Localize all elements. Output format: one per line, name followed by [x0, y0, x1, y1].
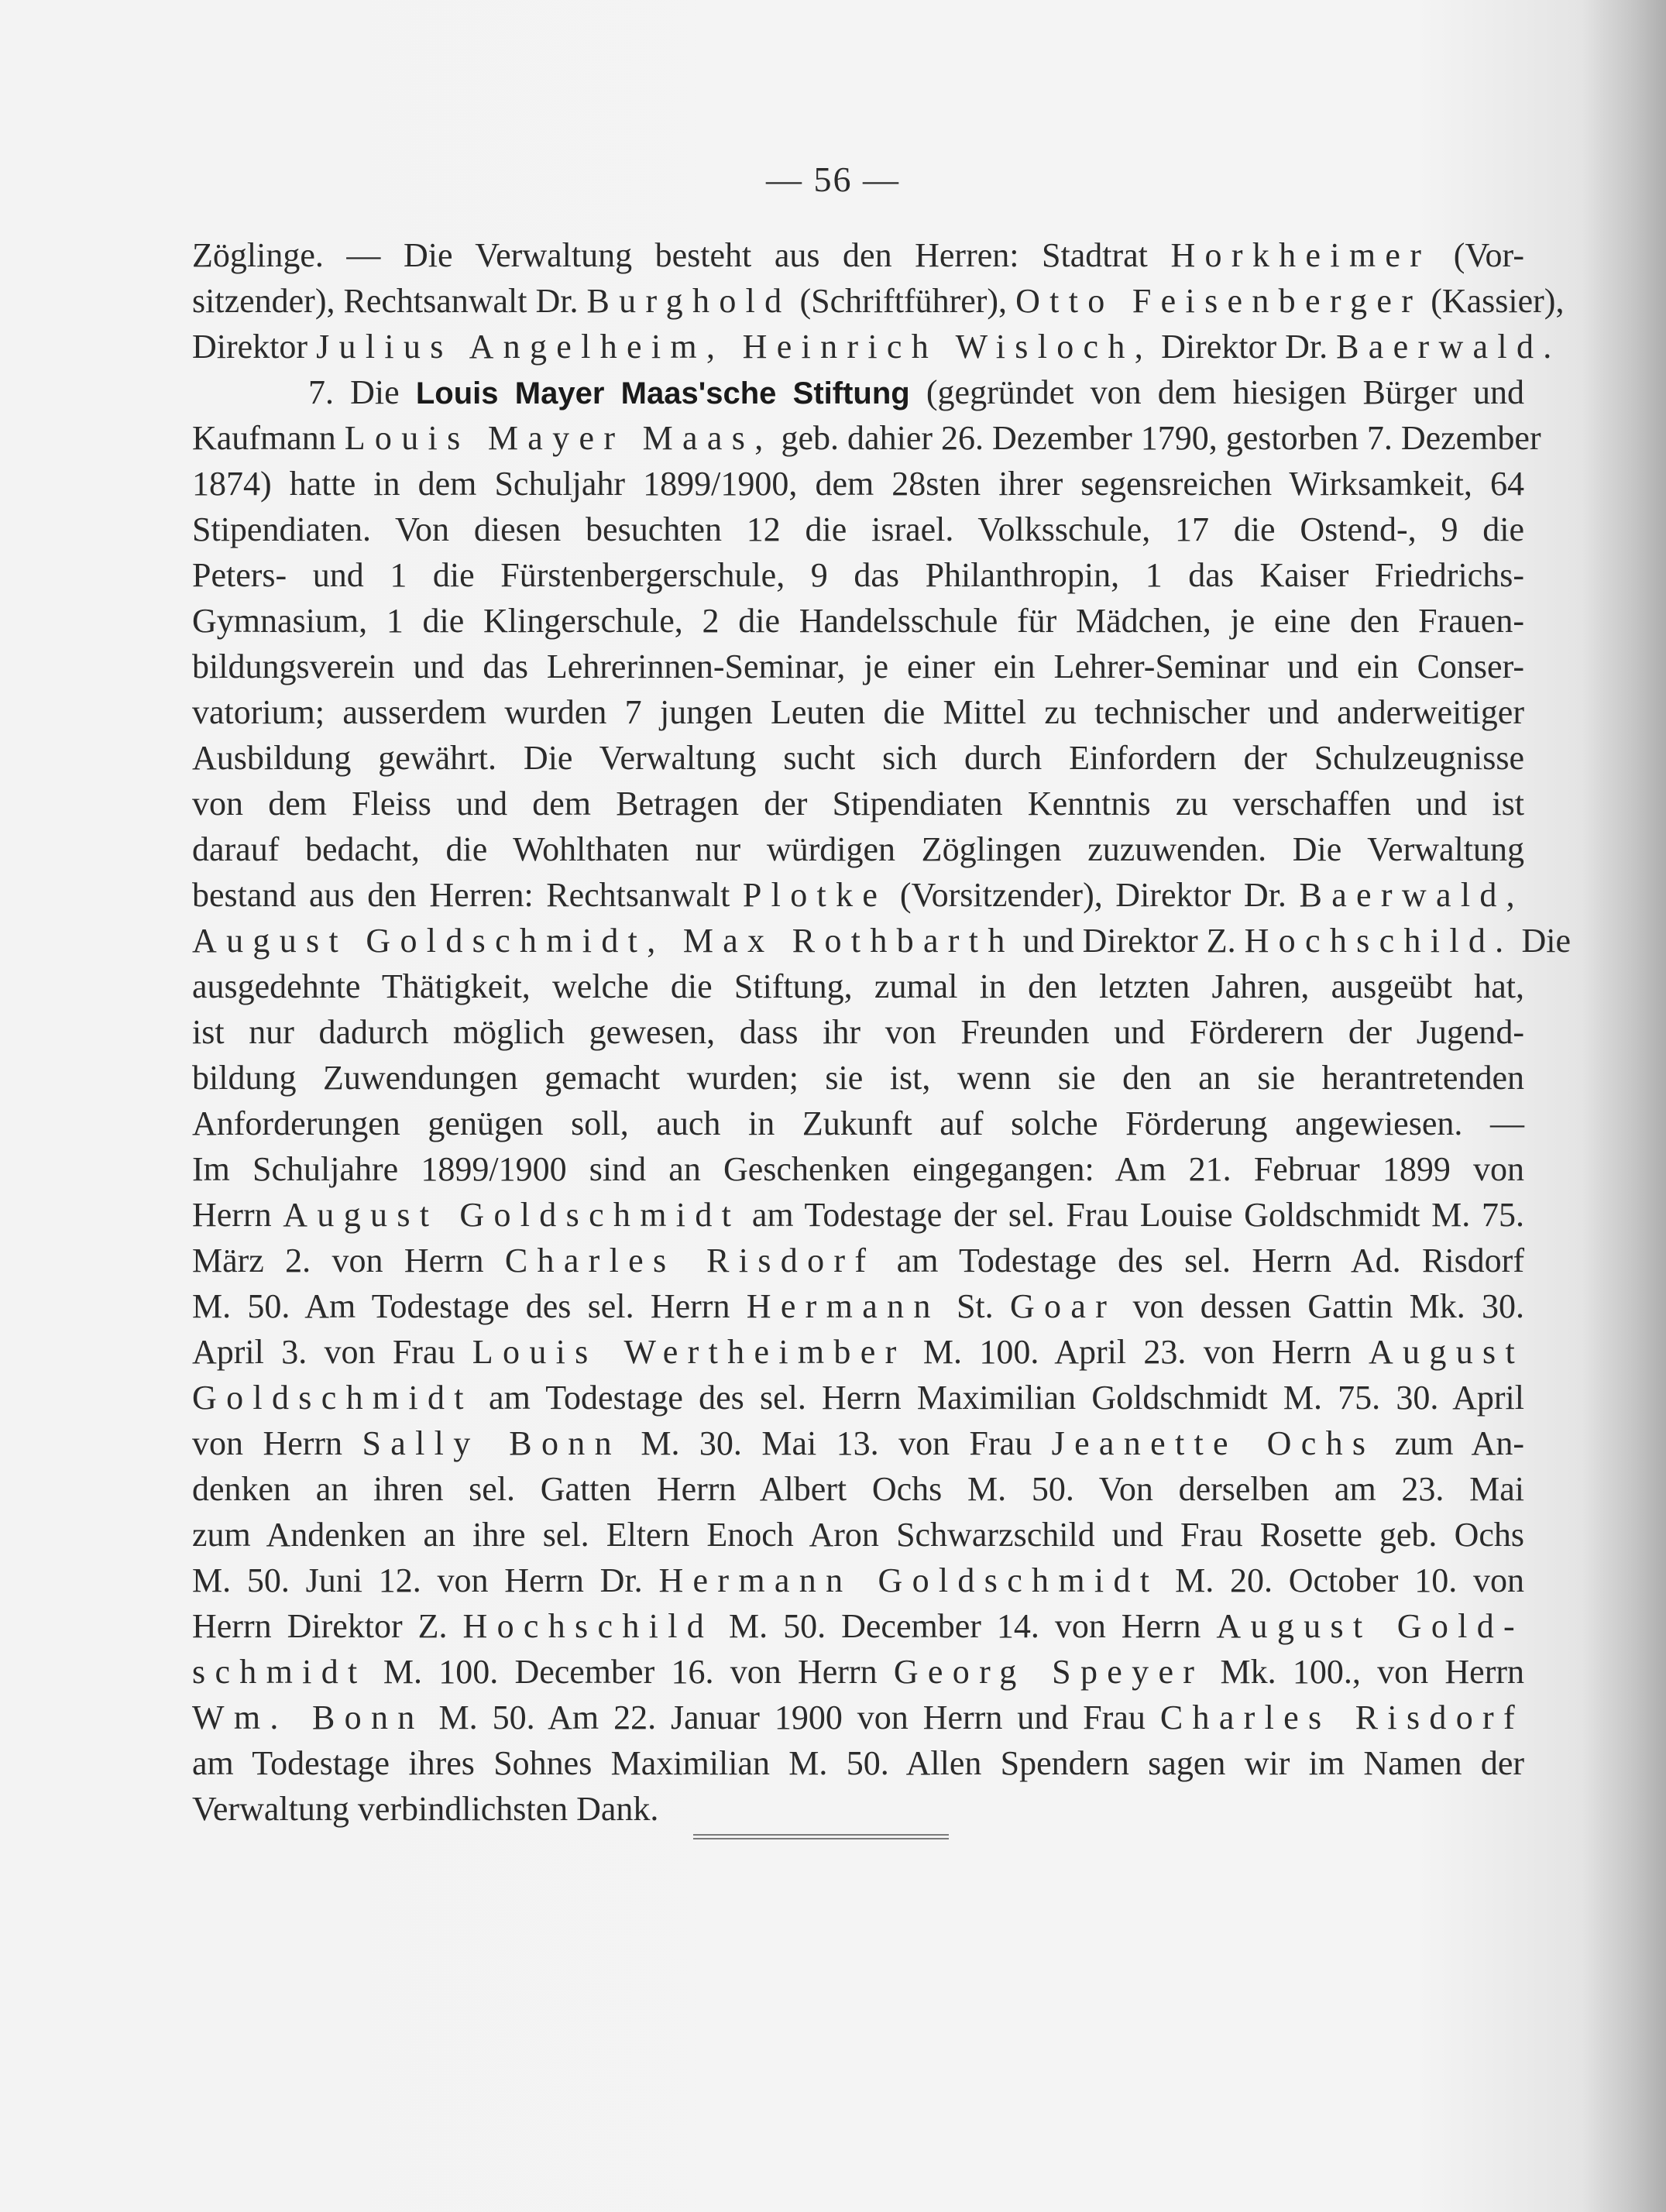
spaced-name: Charles Risdorf: [1159, 1698, 1524, 1736]
text-segment: geb. dahier 26. Dezember 1790, gestorben 7. Dezember: [772, 419, 1541, 457]
text-line: [192, 644, 1524, 689]
spaced-name: Baerwald.: [1336, 328, 1561, 366]
text-line: [192, 1238, 1524, 1283]
text-line: [192, 552, 1524, 598]
text-segment: Zöglinge. — Die Verwaltung besteht aus den Herren: Stadtrat: [192, 236, 1171, 274]
text-line: [192, 1695, 1524, 1740]
text-segment: März 2. von Herrn: [192, 1242, 505, 1279]
text-line: [192, 1375, 1524, 1420]
text-line: [192, 963, 1524, 1009]
text-line: [192, 689, 1524, 735]
text-line: [192, 1192, 1524, 1238]
text-line: [192, 1512, 1524, 1558]
spaced-name: schmidt: [192, 1653, 367, 1691]
text-segment: 7. Die: [308, 373, 416, 411]
text-segment: am Todestage des sel. Herrn Maximilian Goldschmidt M. 75. 30. April: [472, 1379, 1524, 1417]
text-segment: M. 100. December 16. von Herrn: [366, 1653, 894, 1691]
text-segment: M. 100. April 23. von Herrn: [905, 1333, 1369, 1371]
text-segment: Verwaltung verbindlichsten Dank.: [192, 1790, 659, 1828]
spaced-name: Burghold: [586, 282, 792, 320]
spaced-name: Louis Mayer Maas,: [344, 419, 773, 457]
spaced-name: Sally Bonn: [362, 1424, 621, 1462]
text-segment: am Todestage ihres Sohnes Maximilian M. 50. Allen Spendern sagen wir im Namen der: [192, 1744, 1524, 1782]
section-divider: [693, 1834, 949, 1840]
text-segment: April 3. von Frau: [192, 1333, 472, 1371]
text-segment: darauf bedacht, die Wohlthaten nur würdigen Zöglingen zuzuwenden. Die Verwaltung: [192, 830, 1524, 868]
spaced-name: Jeanette Ochs: [1051, 1424, 1376, 1462]
text-line: [192, 1101, 1524, 1146]
text-segment: zum Andenken an ihre sel. Eltern Enoch Aron Schwarzschild und Frau Rosette geb. Ochs: [192, 1516, 1524, 1554]
text-line: [192, 1420, 1524, 1466]
text-segment: (Kassier),: [1422, 282, 1565, 320]
text-segment: (Vorsitzender), Direktor Dr.: [887, 876, 1300, 914]
text-segment: Kaufmann: [192, 419, 345, 457]
text-line: [192, 1558, 1524, 1603]
spaced-name: Goldschmidt: [192, 1379, 473, 1417]
text-segment: Herrn: [192, 1196, 283, 1234]
text-line: [192, 278, 1565, 324]
spaced-name: Georg Speyer: [893, 1653, 1204, 1691]
spaced-name: Horkheimer: [1170, 236, 1431, 274]
text-segment: Anforderungen genügen soll, auch in Zukunft auf solche Förderung angewiesen. —: [192, 1104, 1524, 1142]
text-line: [192, 598, 1524, 644]
text-segment: M. 30. Mai 13. von Frau: [620, 1424, 1052, 1462]
text-line: [192, 1740, 1524, 1786]
text-segment: bildung Zuwendungen gemacht wurden; sie ist, wenn sie den an sie herantretenden: [192, 1059, 1524, 1097]
text-segment: ist nur dadurch möglich gewesen, dass ihr von Freunden und Förderern der Jugend-: [192, 1013, 1524, 1051]
spaced-name: Wm. Bonn: [192, 1698, 424, 1736]
text-segment: Die: [1513, 922, 1572, 960]
page-number: — 56 —: [766, 160, 900, 199]
text-segment: (Vor-: [1431, 236, 1524, 274]
text-segment: denken an ihren sel. Gatten Herrn Albert Ochs M. 50. Von derselben am 23. Mai: [192, 1470, 1524, 1508]
text-line: [192, 1603, 1524, 1649]
text-line: [192, 1329, 1524, 1375]
text-segment: bildungsverein und das Lehrerinnen-Seminar, je einer ein Lehrer-Seminar und ein Conser-: [192, 647, 1524, 685]
text-segment: am Todestage des sel. Herrn Ad. Risdorf: [875, 1242, 1524, 1279]
spaced-name: Louis Wertheimber: [472, 1333, 906, 1371]
text-line: [192, 918, 1572, 963]
text-segment: 1874) hatte in dem Schuljahr 1899/1900, dem 28sten ihrer segensreichen Wirksamkeit, 64: [192, 465, 1524, 503]
text-segment: am Todestage der sel. Frau Louise Goldschmidt M. 75.: [740, 1196, 1524, 1234]
spaced-name: Julius Angelheim, Heinrich Wisloch,: [316, 328, 1153, 366]
text-line: [192, 1649, 1524, 1695]
text-segment: Herrn Direktor Z.: [192, 1607, 463, 1645]
text-segment: Im Schuljahre 1899/1900 sind an Geschenken eingegangen: Am 21. Februar 1899 von: [192, 1150, 1524, 1188]
text-segment: Stipendiaten. Von diesen besuchten 12 die israel. Volksschule, 17 die Ostend-, 9 die: [192, 510, 1524, 548]
text-segment: von dem Fleiss und dem Betragen der Stipendiaten Kenntnis zu verschaffen und ist: [192, 785, 1524, 823]
spaced-name: Hermann: [746, 1287, 940, 1325]
spaced-name: Hochschild.: [1244, 922, 1513, 960]
text-segment: Ausbildung gewährt. Die Verwaltung sucht sich durch Einfordern der Schulzeugnisse: [192, 739, 1524, 777]
text-line: [192, 324, 1561, 369]
text-line: [192, 872, 1524, 918]
spaced-name: Hochschild: [462, 1607, 714, 1645]
text-line: [192, 735, 1524, 781]
text-segment: Peters- und 1 die Fürstenbergerschule, 9 das Philanthropin, 1 das Kaiser Friedrichs-: [192, 556, 1524, 594]
text-segment: M. 50. Am 22. Januar 1900 von Herrn und Frau: [424, 1698, 1160, 1736]
page-edge-shadow: [1581, 0, 1666, 2212]
text-segment: (gegründet von dem hiesigen Bürger und: [909, 373, 1525, 411]
text-segment: Gymnasium, 1 die Klingerschule, 2 die Handelsschule für Mädchen, je eine den Frauen-: [192, 602, 1524, 640]
spaced-name: August: [1368, 1333, 1524, 1371]
text-line: [192, 1009, 1524, 1055]
text-line: [192, 826, 1524, 872]
text-segment: und Direktor Z.: [1014, 922, 1245, 960]
text-segment: vatorium; ausserdem wurden 7 jungen Leuten die Mittel zu technischer und anderweitiger: [192, 693, 1524, 731]
text-line: [192, 415, 1541, 461]
spaced-name: Otto Feisenberger: [1015, 282, 1423, 320]
text-segment: M. 50. Am Todestage des sel. Herrn: [192, 1287, 747, 1325]
spaced-name: August Goldschmidt: [283, 1196, 741, 1234]
text-line: [192, 1055, 1524, 1101]
spaced-name: August Goldschmidt, Max Rothbarth: [192, 922, 1015, 960]
text-line: [192, 1146, 1524, 1192]
foundation-name: Louis Mayer Maas'sche Stiftung: [415, 376, 910, 410]
text-segment: M. 20. October 10. von: [1159, 1561, 1524, 1599]
spaced-name: Baerwald,: [1299, 876, 1524, 914]
text-segment: Direktor: [192, 328, 317, 366]
text-line: [192, 461, 1524, 507]
text-segment: M. 50. Juni 12. von Herrn Dr.: [192, 1561, 659, 1599]
text-line: [192, 507, 1524, 552]
text-segment: von Herrn: [192, 1424, 362, 1462]
text-segment: Direktor Dr.: [1152, 328, 1337, 366]
text-line: [192, 232, 1524, 278]
spaced-name: Hermann Goldschmidt: [658, 1561, 1159, 1599]
text-line: [192, 781, 1524, 826]
text-segment: St.: [939, 1287, 1010, 1325]
spaced-name: Goar: [1009, 1287, 1117, 1325]
spaced-name: Charles Risdorf: [504, 1242, 876, 1279]
text-segment: ausgedehnte Thätigkeit, welche die Stiftung, zumal in den letzten Jahren, ausgeübt hat,: [192, 967, 1524, 1005]
text-segment: (Schriftführer),: [791, 282, 1016, 320]
text-segment: zum An-: [1375, 1424, 1524, 1462]
text-segment: von dessen Gattin Mk. 30.: [1116, 1287, 1525, 1325]
spaced-name: August Gold-: [1216, 1607, 1524, 1645]
text-segment: bestand aus den Herren: Rechtsanwalt: [192, 876, 743, 914]
spaced-name: Plotke: [742, 876, 888, 914]
text-line: [192, 1283, 1524, 1329]
text-line: [192, 1466, 1524, 1512]
text-segment: sitzender), Rechtsanwalt Dr.: [192, 282, 587, 320]
text-segment: Mk. 100., von Herrn: [1204, 1653, 1524, 1691]
body-text: [192, 232, 1572, 1832]
text-line: [192, 1786, 1524, 1832]
text-line: [192, 369, 1524, 415]
text-segment: M. 50. December 14. von Herrn: [713, 1607, 1217, 1645]
